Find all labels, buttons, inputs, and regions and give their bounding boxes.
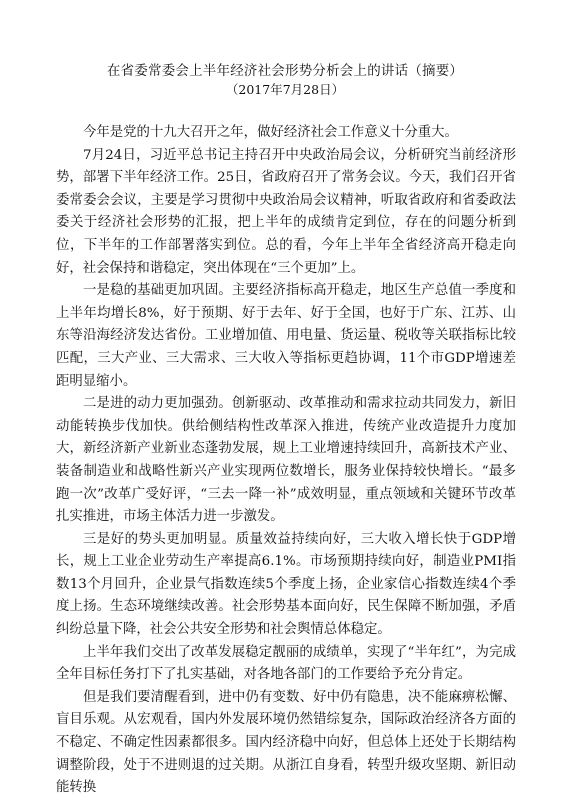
document-date: （2017年7月28日） xyxy=(225,82,345,97)
paragraph: 但是我们要清醒看到，进中仍有变数、好中仍有隐患，决不能麻痹松懈、盲目乐观。从宏观看，国内外发展环境仍然错综复杂，国际政治经济各方面的不稳定、不确定性因素都很多。国内经济稳中向好，但总体上还处于长期结构调整阶段，处于不进则退的过关期。从浙江自身看，转型升级攻坚期、新旧动能转换 xyxy=(56,689,516,796)
paragraph: 一是稳的基础更加巩固。主要经济指标高开稳走，地区生产总值一季度和上半年均增长8%，好于预期、好于去年、好于全国，也好于广东、江苏、山东等沿海经济发达省份。工业增加值、用电量、货运量、税收等关联指标比较匹配，三大产业、三大需求、三大收入等指标更趋协调，11个市GDP增速差距明显缩小。 xyxy=(56,283,516,389)
paragraph: 7月24日，习近平总书记主持召开中央政治局会议，分析研究当前经济形势，部署下半年经济工作。25日，省政府召开了常务会议。今天，我们召开省委常委会会议，主要是学习贯彻中央政治局会议精神，听取省政府和省委政法委关于经济社会形势的汇报，把上半年的成绩肯定到位，存在的问题分析到位，下半年的工作部署落实到位。总的看，今年上半年全省经济高开稳走向好，社会保持和谐稳定，突出体现在“三个更加”上。 xyxy=(56,147,516,276)
document-body xyxy=(56,122,516,800)
document-title: 在省委常委会上半年经济社会形势分析会上的讲话（摘要） xyxy=(106,63,464,79)
paragraph: 今年是党的十九大召开之年，做好经济社会工作意义十分重大。 xyxy=(83,125,458,140)
paragraph: 二是进的动力更加强劲。创新驱动、改革推动和需求拉动共同发力，新旧动能转换步伐加快。供给侧结构性改革深入推进，传统产业改造提升力度加大，新经济新产业新业态蓬勃发展，规上工业增速持续回升，高新技术产业、装备制造业和战略性新兴产业实现两位数增长，服务业保持较快增长。“最多跑一次”改革广受好评，“三去一降一补”成效明显，重点领域和关键环节改革扎实推进，市场主体活力进一步激发。 xyxy=(56,396,516,525)
paragraph: 三是好的势头更加明显。质量效益持续向好，三大收入增长快于GDP增长，规上工业企业劳动生产率提高6.1%。市场预期持续向好，制造业PMI指数13个月回升，企业景气指数连续5个季度上扬，企业家信心指数连续4个季度上扬。生态环境继续改善。社会形势基本面向好，民生保障不断加强，矛盾纠纷总量下降，社会公共安全形势和社会舆情总体稳定。 xyxy=(56,531,516,638)
paragraph: 上半年我们交出了改革发展稳定靓丽的成绩单，实现了“半年红”，为完成全年目标任务打下了扎实基础，对各地各部门的工作要给予充分肯定。 xyxy=(56,644,516,683)
